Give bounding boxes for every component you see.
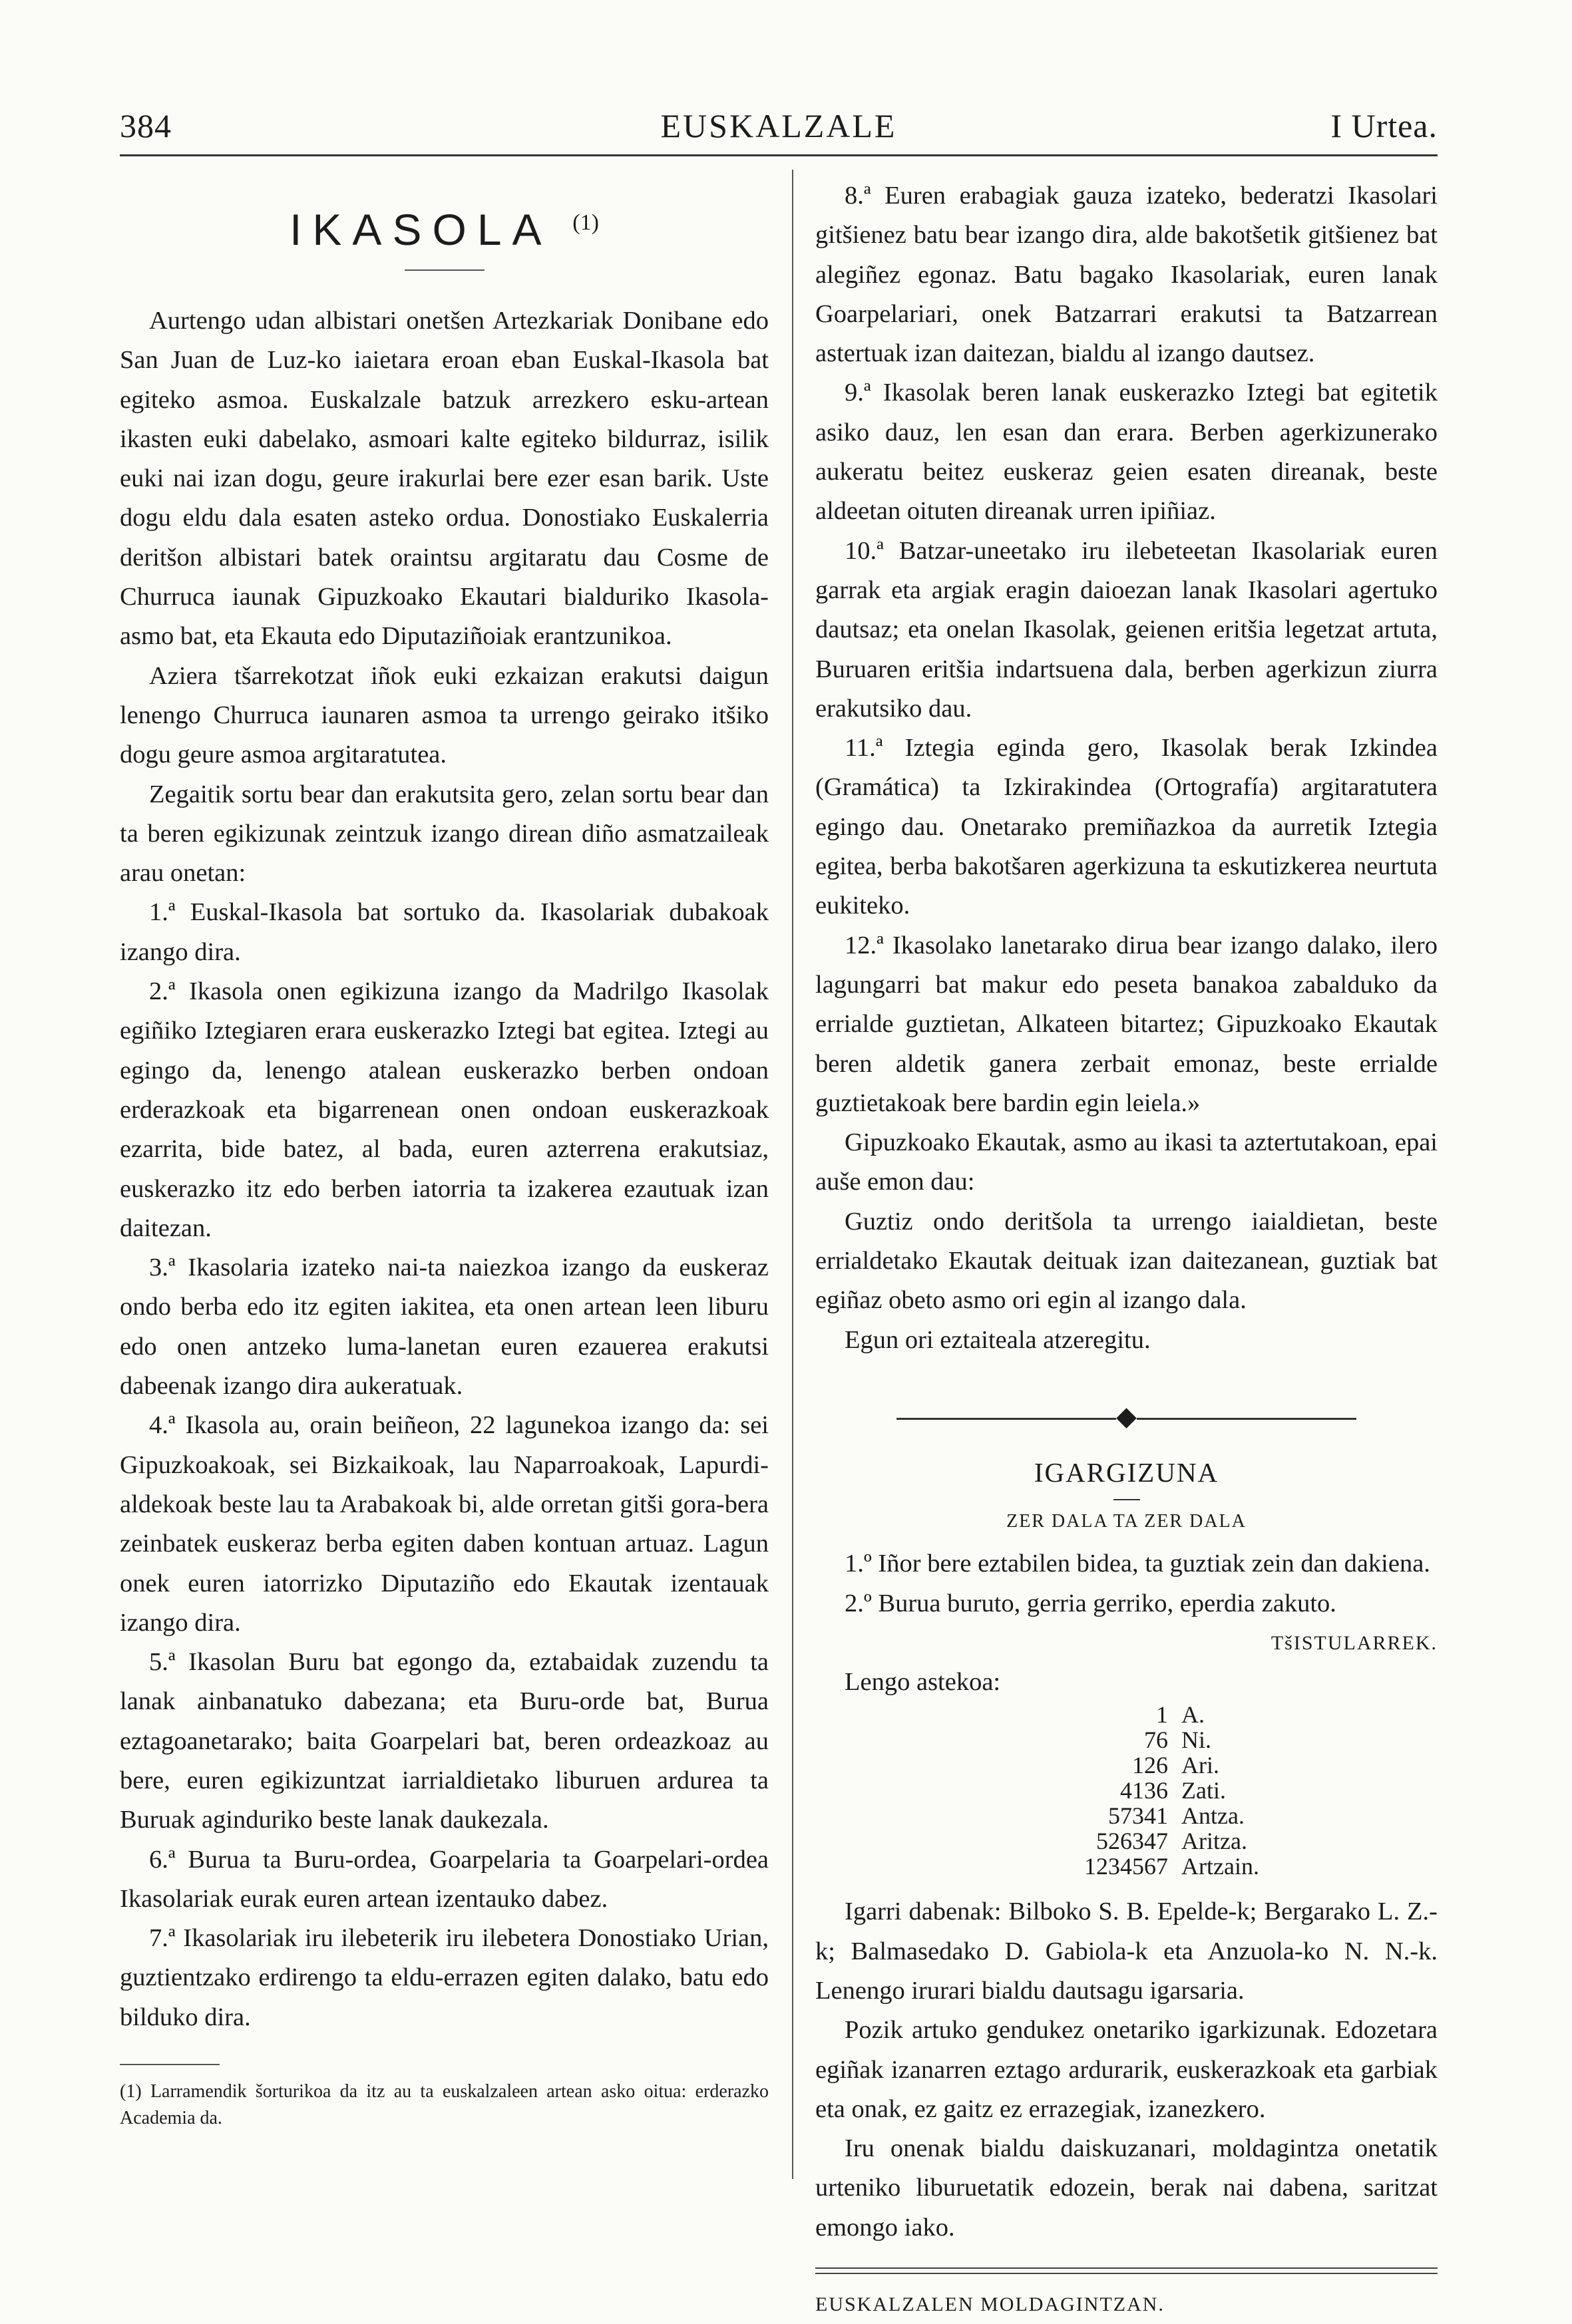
- footnote: (1) Larramendik šorturikoa da itz au ta euskalzaleen artean asko oitua: erderazko Academia da.: [120, 2081, 769, 2129]
- riddle: 2.º Burua buruto, gerria gerriko, eperdia zakuto.: [845, 1589, 1336, 1617]
- paragraph: Aziera tšarrekotzat iñok euki ezkaizan erakutsi daigun lenengo Churruca iaunaren asmoa ta urrengo geirako itšiko dogu geure asmoa argitaratutea.: [120, 661, 769, 769]
- paragraph: Aurtengo udan albistari onetšen Artezkariak Donibane edo San Juan de Luz-ko iaietara eroan eban Euskal-Ikasola bat egiteko asmoa. Euskalzale batzuk arrezkero esku-artean ikasten euki dabelako, asmoari kalte egiteko bildurraz, isilik euki nai izan dogu, geure irakurlai bere ezer esan barik. Uste dogu eldu dala esaten asteko ordua. Donostiako Euskalerria deritšon albistari batek oraintsu argitaratu dau Cosme de Churruca iaunak Gipuzkoako Ekautari bialduriko Ikasola-asmo bat, eta Ekauta edo Diputaziñoiak erantzunikoa.: [120, 307, 769, 651]
- running-header: [120, 106, 1438, 153]
- section-dash: [1113, 1499, 1140, 1500]
- paragraph: 9.ª Ikasolak beren lanak euskerazko Iztegi bat egitetik asiko dauz, len esan dan erara. Berben agerkizunerako aukeratu beitez euskeraz geien esaten direanak, beste aldeetan oituten direanak urren ipiñiaz.: [815, 379, 1438, 526]
- footnote-rule: [120, 2064, 220, 2065]
- paragraph: 10.ª Batzar-uneetako iru ilebeteetan Ikasolariak euren garrak eta argiak eragin daioezan lanak Ikasolari agertuko dautsaz; eta onelan Ikasolak, geienen eritšia legetzat artuta, Buruaren eritšia indartsuena dala, berben agerkizun ziurra erakutsiko dau.: [815, 536, 1438, 723]
- title-rule: [405, 269, 485, 271]
- paragraph: Iru onenak bialdu daiskuzanari, moldagintza onetatik urteniko liburuetatik edozein, berak nai dabena, saritzat emongo iako.: [815, 2134, 1438, 2241]
- answers-table: [1081, 1702, 1438, 1879]
- header-rule: [120, 154, 1438, 156]
- section-ornament: ◆: [815, 1400, 1438, 1433]
- paragraph: 11.ª Iztegia eginda gero, Ikasolak berak Izkindea (Gramática) ta Izkirakindea (Ortografía) argitaratutera egingo dau. Onetarako premiñazkoa da aurretik Iztegia egitea, berba bakotšaren agerkizuna ta eskutizkerea neurtuta eukiteko.: [815, 734, 1438, 920]
- year-label: I Urtea.: [1330, 107, 1438, 144]
- answer-row: 76 Ni.: [1144, 1727, 1211, 1754]
- paragraph: 8.ª Euren erabagiak gauza izateko, bederatzi Ikasolari gitšienez batu bear izango dira, alde bakotšetik gitšienez bat alegiñez egonaz. Batu bagako Ikasolariak, euren lanak Goarpelariari, onek Batzarrari erakutsi ta Batzarrean astertuak izan daitezan, bialdu al izango dautsez.: [815, 182, 1438, 368]
- section-title: IGARGIZUNA: [1034, 1456, 1219, 1488]
- paragraph: Pozik artuko gendukez onetariko igarkizunak. Edozetara egiñak izanarren eztago ardurarik, euskerazkoak eta garbiak eta onak, ez gaitz ez errazegiak, izanezkero.: [815, 2016, 1438, 2123]
- paragraph: Igarri dabenak: Bilboko S. B. Epelde-k; Bergarako L. Z.-k; Balmasedako D. Gabiola-k eta Anzuola-ko N. N.-k. Lenengo irurari bialdu dautsagu igarsaria.: [815, 1898, 1438, 2005]
- paragraph: 6.ª Burua ta Buru-ordea, Goarpelaria ta Goarpelari-ordea Ikasolariak eurak euren artean izentauko dabez.: [120, 1845, 769, 1913]
- paragraph: Gipuzkoako Ekautak, asmo au ikasi ta aztertutakoan, epai auše emon dau:: [815, 1128, 1438, 1196]
- answer-row: 526347 Aritza.: [1096, 1828, 1247, 1855]
- double-rule: [815, 2267, 1438, 2274]
- left-column: [120, 176, 769, 2132]
- article-title-text: IKASOLA: [290, 205, 550, 254]
- answer-row: 1 A.: [1156, 1701, 1205, 1729]
- previous-answers-label: Lengo astekoa:: [845, 1668, 1001, 1697]
- printer-imprint: EUSKALZALEN MOLDAGINTZAN.: [815, 2293, 1165, 2316]
- riddle: 1.º Iñor bere eztabilen bidea, ta guztiak zein dan dakiena.: [845, 1550, 1430, 1578]
- article-title: [120, 190, 769, 263]
- paragraph: 3.ª Ikasolaria izateko nai-ta naiezkoa izango da euskeraz ondo berba edo itz egiten iakitea, eta onen artean leen liburu edo onen antzeko luma-lanetan euren ezauerea erakutsi dabeenak izango dira aukeratuak.: [120, 1253, 769, 1401]
- paragraph: 5.ª Ikasolan Buru bat egongo da, eztabaidak zuzendu ta lanak ainbanatuko dabezana; eta Buru-orde bat, Burua eztagoanetarako; baita Goarpelari bat, beren ordeazkoaz au bere, euren egikizuntzat iarrialdietako liburuen ardurea ta Buruak aginduriko beste lanak daukezala.: [120, 1648, 769, 1834]
- column-divider: [792, 170, 793, 2179]
- answer-row: 126 Ari.: [1132, 1752, 1219, 1779]
- signature: TšISTULARREK.: [1271, 1631, 1438, 1654]
- answer-row: 1234567 Artzain.: [1084, 1853, 1259, 1880]
- paragraph: Egun ori eztaiteala atzeregitu.: [845, 1325, 1151, 1354]
- answer-row: 4136 Zati.: [1120, 1777, 1226, 1804]
- paragraph: Guztiz ondo deritšola ta urrengo iaialdietan, beste errialdetako Ekautak deituak izan daitezanean, guztiak bat egiñaz obeto asmo ori egin al izango dala.: [815, 1207, 1438, 1315]
- answer-row: 57341 Antza.: [1108, 1802, 1245, 1830]
- paragraph: 4.ª Ikasola au, orain beiñeon, 22 lagunekoa izango da: sei Gipuzkoakoak, sei Bizkaikoak, lau Naparroakoak, Lapurdi-aldekoak beste lau ta Arabakoak bi, alde orretan gitši gora-bera zeinbatek euskeraz berba egiten daben kontuan artuaz. Lagun onek euren iatorrizko Diputaziño edo Ekautak izentauak izango dira.: [120, 1411, 769, 1637]
- section-subtitle: ZER DALA TA ZER DALA: [1006, 1511, 1247, 1532]
- paragraph: 7.ª Ikasolariak iru ilebeterik iru ilebetera Donostiako Urian, guztientzako erdirengo ta eldu-errazen egiten dalako, batu edo bilduko dira.: [120, 1924, 769, 2031]
- paragraph: Zegaitik sortu bear dan erakutsita gero, zelan sortu bear dan ta beren egikizunak zeintzuk izango direan diño asmatzaileak arau onetan:: [120, 780, 769, 888]
- paragraph: 2.ª Ikasola onen egikizuna izango da Madrilgo Ikasolak egiñiko Iztegiaren erara euskerazko Iztegi bat egitea. Iztegi au egingo da, lenengo atalean euskerazko berben ondoan erderazkoak eta bigarrenean onen ondoan euskerazkoak ezarrita, bide batez, al bada, euren azterrena erakutsiaz, euskerazko itz edo berben iatorria ta izakerea ezautuak izan daitezan.: [120, 977, 769, 1242]
- page-number: 384: [120, 107, 172, 144]
- right-column: [815, 176, 1438, 2324]
- paragraph: 1.ª Euskal-Ikasola bat sortuko da. Ikasolariak dubakoak izango dira.: [120, 898, 769, 966]
- footnote-marker: (1): [572, 210, 599, 235]
- paragraph: 12.ª Ikasolako lanetarako dirua bear izango dalako, ilero lagungarri bat makur edo peseta banakoa zabalduko da errialde guztietan, Alkateen bitartez; Gipuzkoako Ekautak beren aldetik ganera zerbait emonaz, beste errialde guztietakoak bere bardin egin leiela.»: [815, 931, 1438, 1117]
- journal-title: EUSKALZALE: [660, 107, 897, 144]
